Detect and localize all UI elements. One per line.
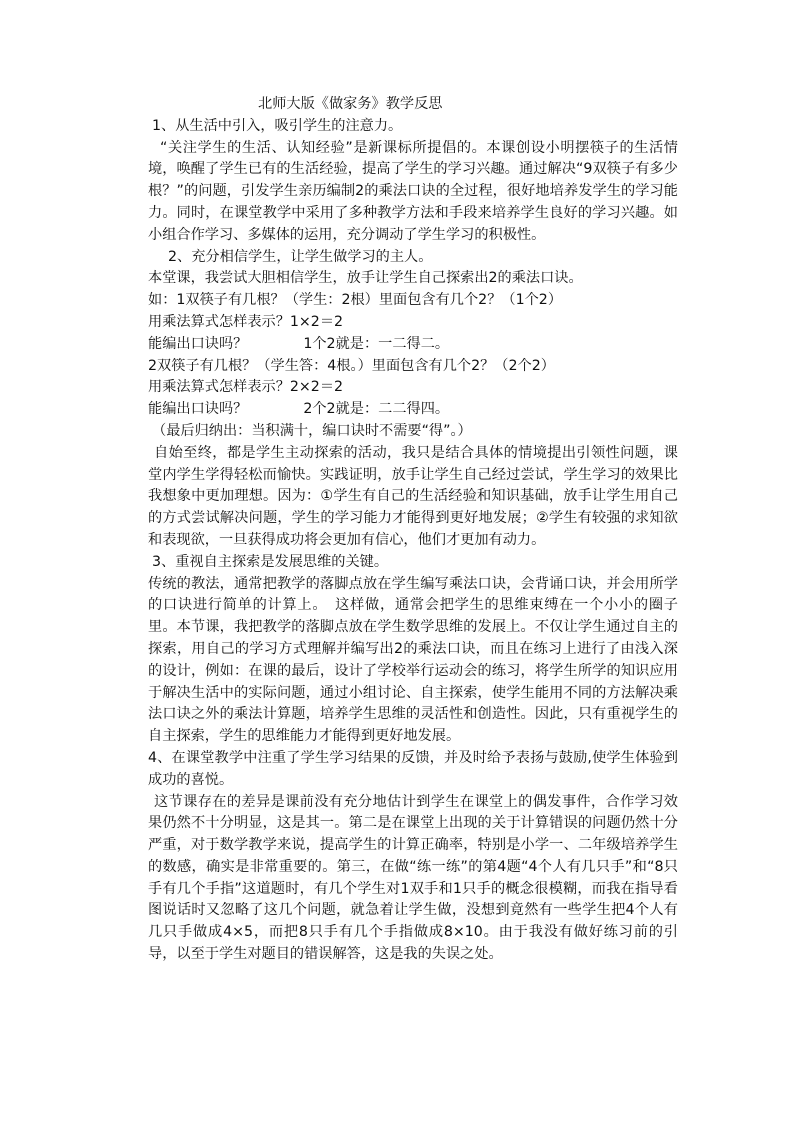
section-heading-4: 4、在课堂教学中注重了学生学习结果的反馈，并及时给予表扬与鼓励,使学生体验到成功的喜悦。 [148,749,678,788]
example-answer-3: 1个2就是：一二得二。 [303,335,450,352]
example-line-6 [148,399,678,421]
paragraph-2: 本堂课，我尝试大胆相信学生，放手让学生自己探索出2的乘法口诀。 [148,270,583,287]
example-line-3 [148,334,678,356]
example-line-2: 用乘法算式怎样表示？1×2＝2 [148,313,344,330]
document-title: 北师大版《做家务》教学反思 [258,96,443,112]
example-line-1: 如：1双筷子有几根？（学生：2根）里面包含有几个2？（1个2） [148,292,563,309]
paragraph-5: 这节课存在的差异是课前没有充分地估计到学生在课堂上的偶发事件，合作学习效果仍然不十分明显，这是其一。第二是在课堂上出现的关于计算错误的问题仍然十分严重，对于数学教学来说，提高学生的计算正确率，特别是小学一、二年级培养学生的数感，确实是非常重要的。第三，在做“练一练”的第4题“4个人有几只手”和“8只手有几个手指”这道题时，有几个学生对1双手和1只手的概念很模糊，而我在指导看图说话时又忽略了这几个问题，就急着让学生做，没想到竟然有一些学生把4个人有几只手做成4×5，而把8只手有几个手指做成8×10。由于我没有做好练习前的引导，以至于学生对题目的错误解答，这是我的失误之处。 [148,793,678,963]
example-answer-6: 2个2就是：二二得四。 [303,401,450,418]
paragraph-3: 自始至终，都是学生主动探索的活动，我只是结合具体的情境提出引领性问题，课堂内学生学得轻松而愉快。实践证明，放手让学生自己经过尝试，学生学习的效果比我想象中更加理想。因为：①学生有自己的生活经验和知识基础，放手让学生用自己的方式尝试解决问题，学生的学习能力才能得到更好地发展；②学生有较强的求知欲和表现欲，一旦获得成功将会更加有信心，他们才更加有动力。 [148,444,678,548]
section-heading-3: 3、重视自主探索是发展思维的关键。 [152,553,389,570]
example-question-6: 能编出口诀吗？ [148,401,248,418]
section-heading-1: 1、从生活中引入，吸引学生的注意力。 [152,117,403,134]
example-line-4: 2双筷子有几根？（学生答：4根。）里面包含有几个2？（2个2） [148,357,555,374]
example-summary: （最后归纳出：当积满十，编口诀时不需要“得”。） [152,422,472,439]
section-heading-2: 2、充分相信学生，让学生做学习的主人。 [168,248,433,265]
document-page [148,94,678,966]
example-question-3: 能编出口诀吗？ [148,335,248,352]
paragraph-1: “关注学生的生活、认知经验”是新课标所提倡的。本课创设小明摆筷子的生活情境，唤醒了学生已有的生活经验，提高了学生的学习兴趣。通过解决“9双筷子有多少根？”的问题，引发学生亲历编制2的乘法口诀的全过程，很好地培养发学生的学习能力。同时，在课堂教学中采用了多种教学方法和手段来培养学生良好的学习兴趣。如小组合作学习、多媒体的运用，充分调动了学生学习的积极性。 [148,139,678,243]
paragraph-4: 传统的教法，通常把教学的落脚点放在学生编写乘法口诀，会背诵口诀，并会用所学的口诀进行简单的计算上。 这样做，通常会把学生的思维束缚在一个小小的圈子里。本节课，我把教学的落脚点放在学生数学思维的发展上。不仅让学生通过自主的探索，用自己的学习方式理解并编写出2的乘法口诀，而且在练习上进行了由浅入深的设计，例如：在课的最后，设计了学校举行运动会的练习，将学生所学的知识应用于解决生活中的实际问题，通过小组讨论、自主探索，使学生能用不同的方法解决乘法口诀之外的乘法计算题，培养学生思维的灵活性和创造性。因此，只有重视学生的自主探索，学生的思维能力才能得到更好地发展。 [148,575,678,745]
example-line-5: 用乘法算式怎样表示？2×2＝2 [148,379,344,396]
